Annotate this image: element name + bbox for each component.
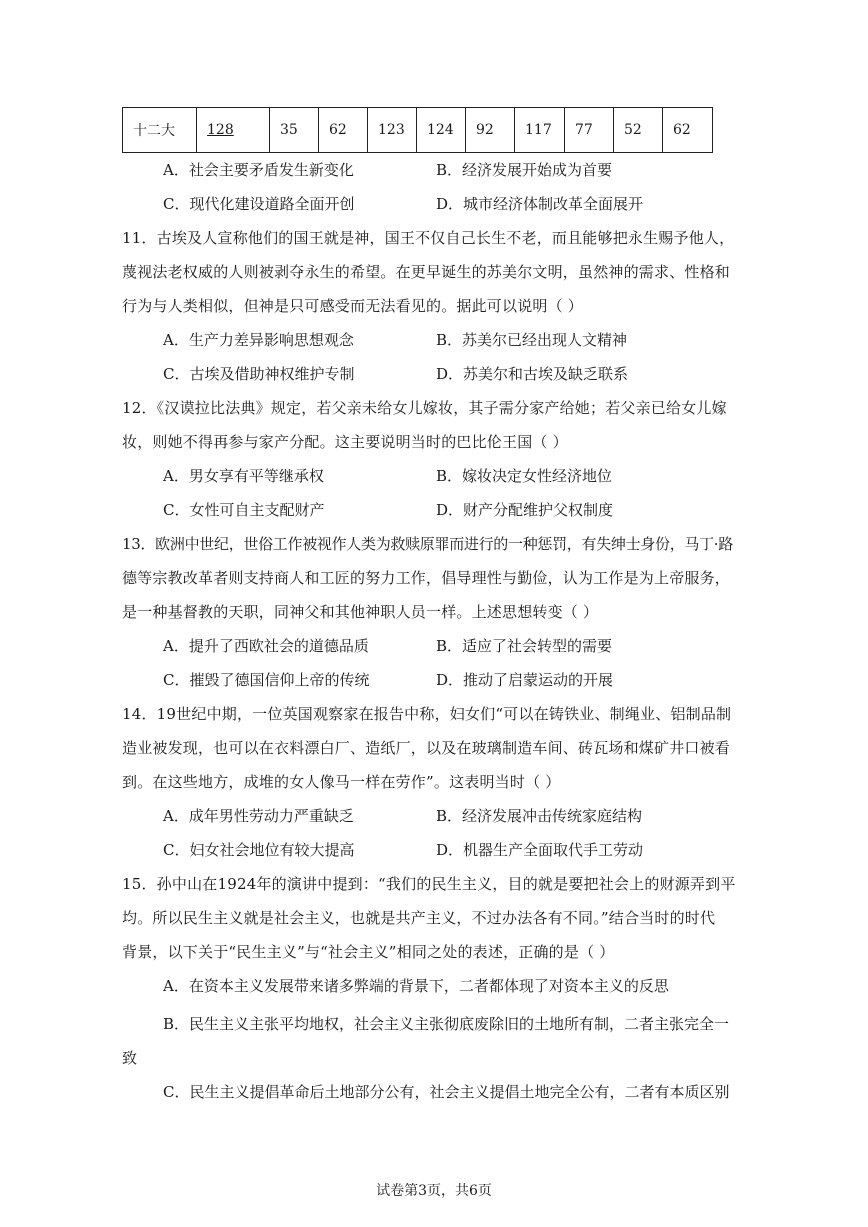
table-row <box>123 108 713 153</box>
q13-option-d[interactable]: D．推动了启蒙运动的开展 <box>436 671 614 689</box>
q13-option-c[interactable]: C．摧毁了德国信仰上帝的传统 <box>163 671 370 689</box>
data-table <box>122 107 713 153</box>
table-cell: 52 <box>614 108 663 153</box>
q11-option-b[interactable]: B．苏美尔已经出现人文精神 <box>436 331 628 349</box>
table-cell: 128 <box>197 108 270 153</box>
q15-option-a[interactable]: A．在资本主义发展带来诸多弊端的背景下，二者都体现了对资本主义的反思 <box>163 977 669 995</box>
q10-option-a[interactable]: A．社会主要矛盾发生新变化 <box>163 161 354 179</box>
q15-stem-line-2: 均。所以民生主义就是社会主义，也就是共产主义，不过办法各有不同。”结合当时的时代 <box>122 909 716 927</box>
q15-option-b[interactable]: B．民生主义主张平均地权，社会主义主张彻底废除旧的土地所有制，二者主张完全一 <box>163 1015 730 1033</box>
q11-stem-line-2: 蔑视法老权威的人则被剥夺永生的希望。在更早诞生的苏美尔文明，虽然神的需求、性格和 <box>122 263 731 281</box>
q12-option-b[interactable]: B．嫁妆决定女性经济地位 <box>436 467 613 485</box>
table-cell: 35 <box>270 108 319 153</box>
q13-option-a[interactable]: A．提升了西欧社会的道德品质 <box>163 637 369 655</box>
table-cell: 124 <box>417 108 466 153</box>
q14-stem-line-1: 14．19世纪中期，一位英国观察家在报告中称，妇女们“可以在铸铁业、制绳业、铝制品制 <box>122 705 732 723</box>
q14-option-b[interactable]: B．经济发展冲击传统家庭结构 <box>436 807 643 825</box>
q15-stem-line-3: 背景，以下关于“民生主义”与“社会主义”相同之处的表述，正确的是（ ） <box>122 943 615 961</box>
q10-option-c[interactable]: C．现代化建设道路全面开创 <box>163 195 355 213</box>
q13-stem-line-3: 是一种基督教的天职，同神父和其他神职人员一样。上述思想转变（ ） <box>122 603 599 621</box>
q15-option-c[interactable]: C．民生主义提倡革命后土地部分公有，社会主义提倡土地完全公有，二者有本质区别 <box>163 1083 730 1101</box>
table-cell: 62 <box>663 108 713 153</box>
q10-option-b[interactable]: B．经济发展开始成为首要 <box>436 161 613 179</box>
q14-stem-line-2: 造业被发现，也可以在衣料漂白厂、造纸厂，以及在玻璃制造车间、砖瓦场和煤矿井口被看 <box>122 739 731 757</box>
q12-stem-line-2: 妆，则她不得再参与家产分配。这主要说明当时的巴比伦王国（ ） <box>122 433 568 451</box>
table-cell: 十二大 <box>123 108 197 153</box>
q14-stem-line-3: 到。在这些地方，成堆的女人像马一样在劳作”。这表明当时（ ） <box>122 773 561 791</box>
q11-option-a[interactable]: A．生产力差异影响思想观念 <box>163 331 354 349</box>
q12-option-d[interactable]: D．财产分配维护父权制度 <box>436 501 614 519</box>
q14-option-c[interactable]: C．妇女社会地位有较大提高 <box>163 841 355 859</box>
table-cell: 92 <box>466 108 515 153</box>
q13-stem-line-1: 13．欧洲中世纪，世俗工作被视作人类为救赎原罪而进行的一种惩罚，有失绅士身份，马丁·路 <box>122 535 733 553</box>
q12-option-a[interactable]: A．男女享有平等继承权 <box>163 467 324 485</box>
table-cell: 62 <box>319 108 368 153</box>
page-footer: 试卷第3页，共6页 <box>376 1183 492 1199</box>
q13-option-b[interactable]: B．适应了社会转型的需要 <box>436 637 613 655</box>
q12-option-c[interactable]: C．女性可自主支配财产 <box>163 501 325 519</box>
q11-stem-line-1: 11．古埃及人宣称他们的国王就是神，国王不仅自己长生不老，而且能够把永生赐予他人， <box>122 229 735 247</box>
q12-stem-line-1: 12．《汉谟拉比法典》规定，若父亲未给女儿嫁妆，其子需分家产给她；若父亲已给女儿嫁 <box>122 399 727 417</box>
q11-option-d[interactable]: D．苏美尔和古埃及缺乏联系 <box>436 365 629 383</box>
q15-stem-line-1: 15．孙中山在1924年的演讲中提到：“我们的民生主义，目的就是要把社会上的财源弄到平 <box>122 875 736 893</box>
table-cell: 77 <box>565 108 614 153</box>
table-cell: 117 <box>515 108 565 153</box>
table-cell: 123 <box>368 108 417 153</box>
q11-option-c[interactable]: C．古埃及借助神权维护专制 <box>163 365 355 383</box>
q14-option-a[interactable]: A．成年男性劳动力严重缺乏 <box>163 807 354 825</box>
q11-stem-line-3: 行为与人类相似，但神是只可感受而无法看见的。据此可以说明（ ） <box>122 297 583 315</box>
q10-option-d[interactable]: D．城市经济体制改革全面展开 <box>436 195 644 213</box>
q15-option-b-continued[interactable]: 致 <box>122 1049 138 1067</box>
q13-stem-line-2: 德等宗教改革者则支持商人和工匠的努力工作，倡导理性与勤俭，认为工作是为上帝服务， <box>122 569 731 587</box>
q14-option-d[interactable]: D．机器生产全面取代手工劳动 <box>436 841 644 859</box>
